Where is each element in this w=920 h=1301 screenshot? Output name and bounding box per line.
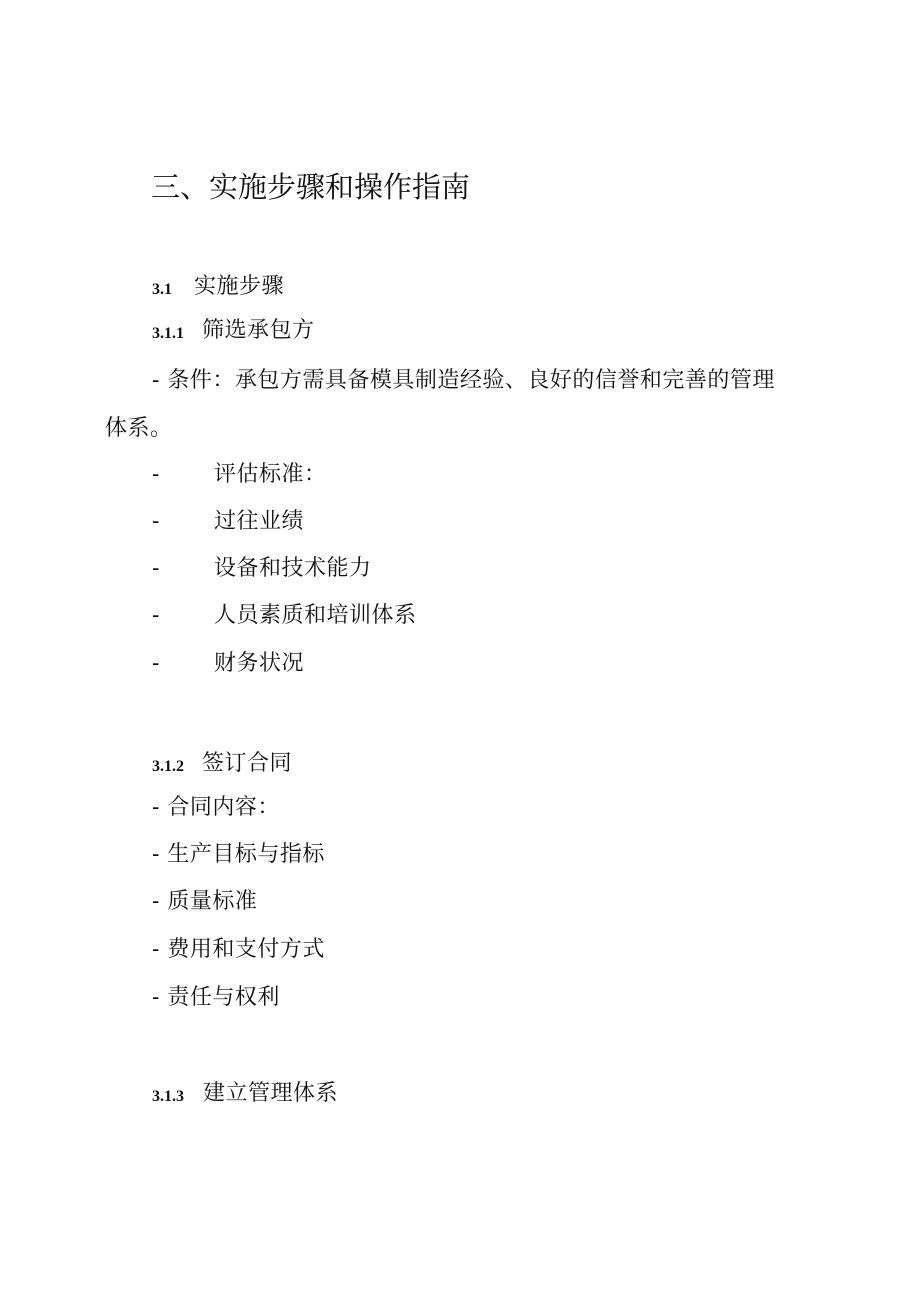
list-bullet: - (152, 509, 160, 534)
condition-text-line1: - 条件：承包方需具备模具制造经验、良好的信誉和完善的管理 (152, 368, 775, 393)
section-3-1-number: 3.1 (152, 281, 172, 298)
section-3-1-1-title: 筛选承包方 (202, 318, 315, 343)
list-bullet: - (152, 603, 160, 628)
section-3-1-1-number: 3.1.1 (152, 325, 184, 342)
condition-text-line2: 体系。 (105, 416, 173, 441)
section-heading: 三、实施步骤和操作指南 (151, 170, 471, 204)
list-bullet: - (152, 462, 160, 487)
section-3-1-2-number: 3.1.2 (152, 758, 184, 775)
list-item: 评估标准： (214, 462, 327, 487)
list-item: - 生产目标与指标 (152, 842, 325, 867)
list-bullet: - (152, 556, 160, 581)
section-3-1-3-number: 3.1.3 (152, 1088, 184, 1105)
list-item: - 费用和支付方式 (152, 937, 325, 962)
list-bullet: - (152, 651, 160, 676)
list-item: - 责任与权利 (152, 985, 280, 1010)
section-3-1-2-title: 签订合同 (202, 751, 293, 776)
list-item: 人员素质和培训体系 (214, 603, 417, 628)
list-item: 财务状况 (214, 651, 305, 676)
section-3-1-title: 实施步骤 (194, 274, 285, 299)
list-item: 过往业绩 (214, 509, 305, 534)
section-3-1-3-title: 建立管理体系 (203, 1081, 339, 1106)
list-item: - 质量标准 (152, 889, 258, 914)
list-item: - 合同内容： (152, 795, 280, 820)
list-item: 设备和技术能力 (214, 556, 372, 581)
